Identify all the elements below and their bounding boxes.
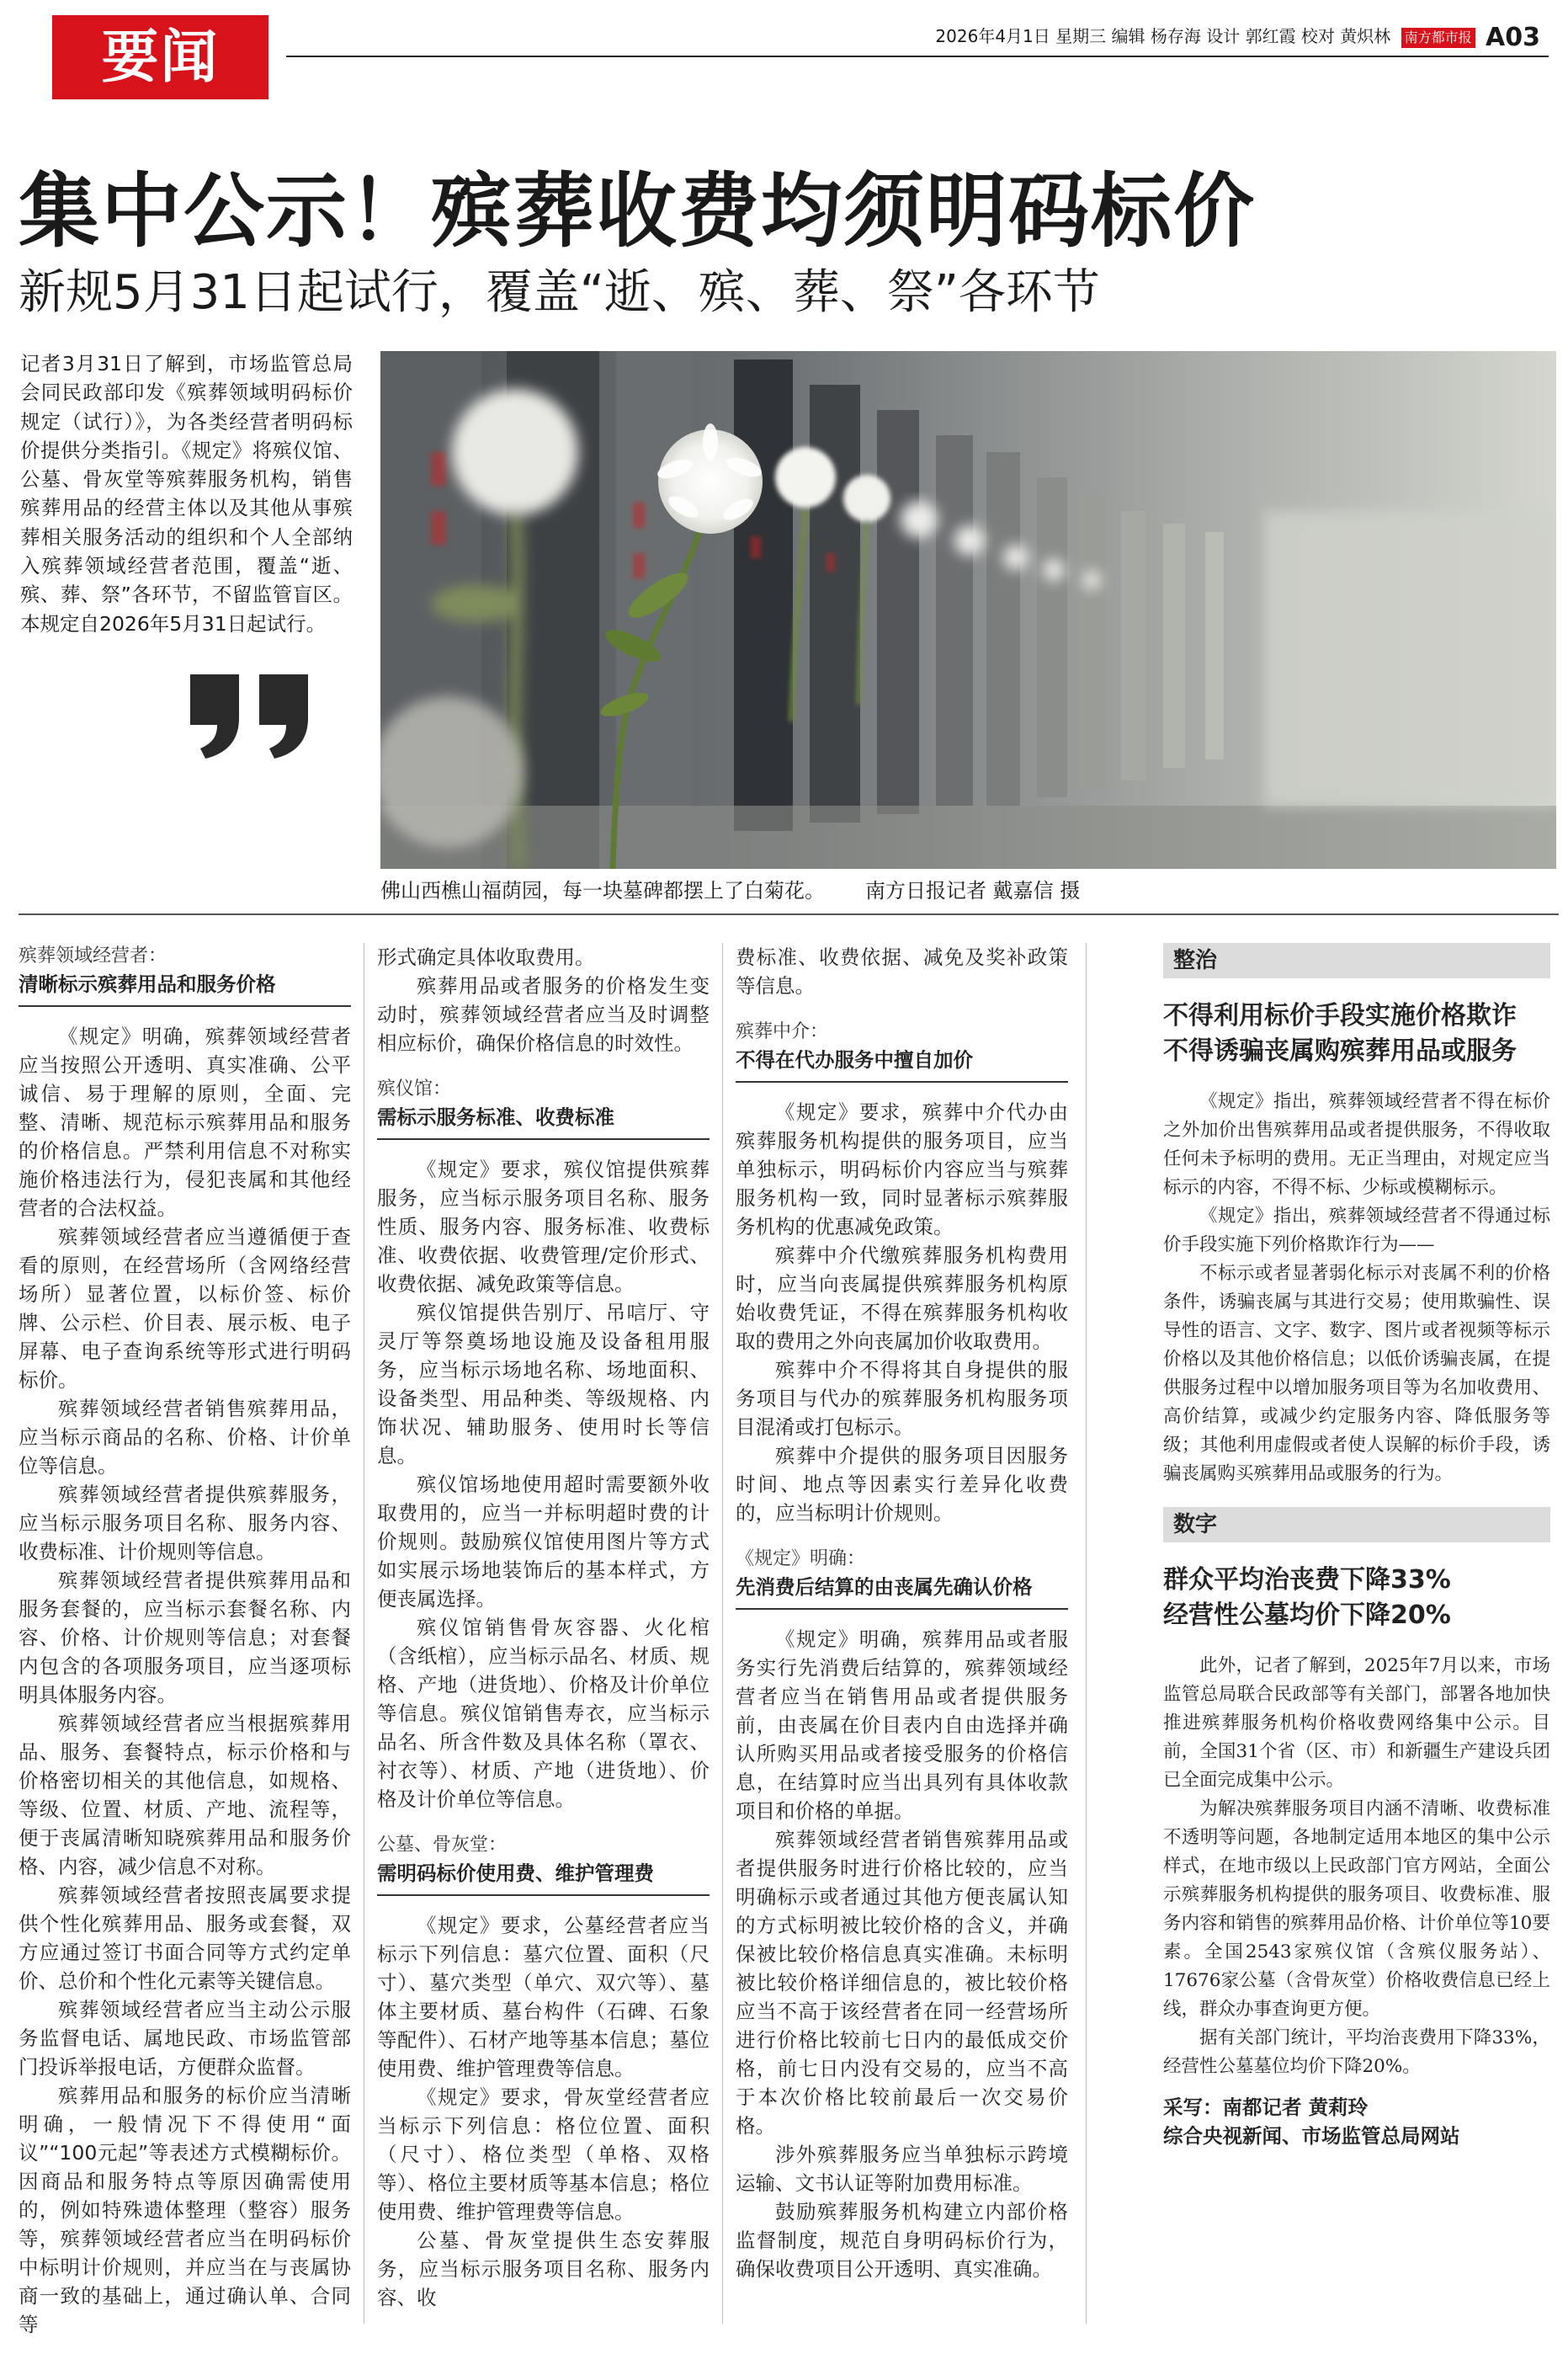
paragraph: 殡葬领域经营者应当遵循便于查看的原则，在经营场所（含网络经营场所）显著位置，以标价签、标价牌、公示栏、价目表、展示板、电子屏幕、电子查询系统等形式进行明码标价。 <box>19 1225 351 1392</box>
paragraph: 此外，记者了解到，2025年7月以来，市场监管总局联合民政部等有关部门，部署各地加快推进殡葬服务机构价格收费网络集中公示。目前，全国31个省（区、市）和新疆生产建设兵团已全面完成集中公示。 <box>1163 1655 1550 1791</box>
paragraph: 公墓、骨灰堂提供生态安葬服务，应当标示服务项目名称、服务内容、收 <box>377 2229 710 2309</box>
section-tag: 要闻 <box>52 15 268 99</box>
paragraph: 殡葬中介不得将其自身提供的服务项目与代办的殡葬服务机构服务项目混淆或打包标示。 <box>736 1358 1068 1439</box>
lede-paragraph: 记者3月31日了解到，市场监管总局会同民政部印发《殡葬领域明码标价规定（试行）》，为各类经营者明码标价提供分类指引。《规定》将殡仪馆、公墓、骨灰堂等殡葬服务机构，销售殡葬用品的经营主体以及其他从事殡葬相关服务活动的组织和个人全部纳入殡葬领域经营者范围，覆盖“逝、殡、葬、祭”各环节，不留监管盲区。本规定自2026年5月31日起试行。 <box>20 352 353 636</box>
paragraph: 殡葬领域经营者按照丧属要求提供个性化殡葬用品、服务或套餐，双方应通过签订书面合同等方式约定单价、总价和个性化元素等关键信息。 <box>19 1883 351 1993</box>
article-column-3 <box>736 943 1068 2283</box>
paragraph: 涉外殡葬服务应当单独标示跨境运输、文书认证等附加费用标准。 <box>736 2143 1068 2195</box>
section-kicker: 殡仪馆： <box>377 1078 452 1100</box>
section-title: 清晰标示殡葬用品和服务价格 <box>19 972 276 996</box>
article-column-2 <box>377 943 710 2312</box>
page-meta <box>875 24 1540 51</box>
paragraph: 殡仪馆场地使用超时需要额外收取费用的，应当一并标明超时费的计价规则。鼓励殡仪馆使用图片等方式如实展示场地装饰后的基本样式，方便丧属选择。 <box>377 1473 710 1611</box>
section-title: 不得在代办服务中擅自加价 <box>736 1048 973 1072</box>
paragraph: 殡葬中介提供的服务项目因服务时间、地点等因素实行差异化收费的，应当标明计价规则。 <box>736 1444 1068 1525</box>
sidebar-title-line: 不得利用标价手段实施价格欺诈 <box>1163 1001 1517 1031</box>
paragraph: 《规定》要求，殡葬中介代办由殡葬服务机构提供的服务项目，应当单独标示，明码标价内容应当与殡葬服务机构一致，同时显著标示殡葬服务机构的优惠减免政策。 <box>736 1100 1068 1238</box>
paragraph: 不标示或者显著弱化标示对丧属不利的价格条件，诱骗丧属与其进行交易；使用欺骗性、误导性的语言、文字、数字、图片或者视频等标示价格以及其他价格信息；以低价诱骗丧属，在提供服务过程中以增加服务项目等为名加收费用、高价结算，或减少约定服务内容、降低服务等级；其他利用虚假或者使人误解的标价手段，诱骗丧属购买殡葬用品或服务的行为。 <box>1163 1263 1550 1484</box>
paragraph: 殡葬中介代缴殡葬服务机构费用时，应当向丧属提供殡葬服务机构原始收费凭证，不得在殡葬服务机构收取的费用之外向丧属加价收取费用。 <box>736 1244 1068 1353</box>
section-kicker: 殡葬中介： <box>736 1021 829 1042</box>
column-divider <box>1086 943 1087 2324</box>
paragraph: 《规定》明确，殡葬领域经营者应当按照公开透明、真实准确、公平诚信、易于理解的原则，全面、完整、清晰、规范标示殡葬用品和服务的价格信息。严禁利用信息不对称实施价格违法行为，侵犯丧属和其他经营者的合法权益。 <box>19 1025 351 1220</box>
quote-mark-icon <box>183 669 318 762</box>
sidebar-title-line: 群众平均治丧费下降33% <box>1163 1565 1451 1595</box>
photo-divider <box>19 913 1559 915</box>
news-photo <box>380 351 1556 869</box>
paragraph: 殡仪馆提供告别厅、吊唁厅、守灵厅等祭奠场地设施及设备租用服务，应当标示场地名称、场地面积、设备类型、用品种类、等级规格、内饰状况、辅助服务、使用时长等信息。 <box>377 1301 710 1467</box>
section-rule <box>377 1894 710 1896</box>
section-title: 先消费后结算的由丧属先确认价格 <box>736 1575 1033 1599</box>
byline: 采写：南都记者 黄莉玲 <box>1163 2096 1369 2119</box>
headline: 集中公示！殡葬收费均须明码标价 <box>19 164 1256 258</box>
column-divider <box>722 943 723 2324</box>
photo-caption <box>380 876 1556 906</box>
sidebar-section-bar: 数字 <box>1163 1507 1550 1542</box>
section-kicker: 殡葬领域经营者： <box>19 945 167 967</box>
paragraph: 殡葬领域经营者应当根据殡葬用品、服务、套餐特点，标示价格和与价格密切相关的其他信息，如规格、等级、位置、材质、产地、流程等，便于丧属清晰知晓殡葬用品和服务价格、内容，减少信息不对称。 <box>19 1712 351 1878</box>
section-rule <box>377 1138 710 1140</box>
header-rule <box>286 56 1549 57</box>
photo-credit: 南方日报记者 戴嘉信 摄 <box>865 879 1081 903</box>
paragraph: 《规定》要求，骨灰堂经营者应当标示下列信息：格位位置、面积（尺寸）、格位类型（单格、双格等）、格位主要材质等基本信息；格位使用费、维护管理费等信息。 <box>377 2085 710 2224</box>
page-number: A03 <box>1486 22 1540 52</box>
paragraph: 《规定》指出，殡葬领域经营者不得在标价之外加价出售殡葬用品或者提供服务，不得收取任何未予标明的费用。无正当理由，对规定应当标示的内容，不得不标、少标或模糊标示。 <box>1163 1091 1550 1198</box>
section-title: 需标示服务标准、收费标准 <box>377 1105 614 1129</box>
issue-weekday: 星期三 <box>1055 26 1107 46</box>
white-chrysanthemum-on-tombstones-icon <box>380 351 1556 869</box>
paragraph: 鼓励殡葬服务机构建立内部价格监督制度，规范自身明码标价行为，确保收费项目公开透明、真实准确。 <box>736 2200 1068 2281</box>
paragraph: 形式确定具体收取费用。 <box>377 945 595 969</box>
section-kicker: 公墓、骨灰堂： <box>377 1835 508 1856</box>
sidebar-title-line: 经营性公墓均价下降20% <box>1163 1600 1451 1630</box>
paper-logo: 南方都市报 <box>1401 28 1475 48</box>
paragraph: 殡葬用品和服务的标价应当清晰明确，一般情况下不得使用“面议”“100元起”等表述方式模糊标价。因商品和服务特点等原因确需使用的，例如特殊遗体整理（整容）服务等，殡葬领域经营者应当在明码标价中标明计价规则，并应当在与丧属协商一致的基础上，通过确认单、合同等 <box>19 2084 351 2336</box>
paragraph: 殡葬领域经营者提供殡葬用品和服务套餐的，应当标示套餐名称、内容、价格、计价规则等信息；对套餐内包含的各项服务项目，应当逐项标明具体服务内容。 <box>19 1568 351 1707</box>
sidebar-title-line: 不得诱骗丧属购殡葬用品或服务 <box>1163 1036 1517 1066</box>
sidebar-section-bar: 整治 <box>1163 943 1550 978</box>
paragraph: 殡葬领域经营者销售殡葬用品，应当标示商品的名称、价格、计价单位等信息。 <box>19 1397 351 1478</box>
section-rule <box>736 1608 1068 1610</box>
section-rule <box>19 1005 351 1007</box>
sidebar-title <box>1163 999 1550 1069</box>
paragraph: 殡葬用品或者服务的价格发生变动时，殡葬领域经营者应当及时调整相应标价，确保价格信息的时效性。 <box>377 974 710 1055</box>
paragraph: 为解决殡葬服务项目内涵不清晰、收费标准不透明等问题，各地制定适用本地区的集中公示样式，在地市级以上民政部门官方网站，全面公示殡葬服务机构提供的服务项目、收费标准、服务内容和销售的殡葬用品价格、计价单位等10要素。全国2543家殡仪馆（含殡仪服务站）、17676家公墓（含骨灰堂）价格收费信息已经上线，群众办事查询更方便。 <box>1163 1798 1550 2020</box>
paragraph: 殡仪馆销售骨灰容器、火化棺（含纸棺），应当标示品名、材质、规格、产地（进货地）、价格及计价单位等信息。殡仪馆销售寿衣，应当标示品名、所含件数及具体名称（罩衣、衬衣等）、材质、产地（进货地）、价格及计价单位等信息。 <box>377 1616 710 1811</box>
paragraph: 殡葬领域经营者提供殡葬服务，应当标示服务项目名称、服务内容、收费标准、计价规则等信息。 <box>19 1483 351 1563</box>
section-title: 需明码标价使用费、维护管理费 <box>377 1861 654 1885</box>
subheadline: 新规5月31日起试行，覆盖“逝、殡、葬、祭”各环节 <box>19 265 1100 320</box>
paragraph: 据有关部门统计，平均治丧费用下降33%，经营性公墓墓位均价下降20%。 <box>1163 2027 1550 2077</box>
paragraph: 殡葬领域经营者销售殡葬用品或者提供服务时进行价格比较的，应当明确标示或者通过其他方便丧属认知的方式标明被比较价格的含义，并确保被比较价格信息真实准确。未标明被比较价格详细信息的，被比较价格应当不高于该经营者在同一经营场所进行价格比较前七日内的最低成交价格，前七日内没有交易的，应当不高于本次价格比较前最后一次交易价格。 <box>736 1828 1068 2138</box>
sidebar-column <box>1163 943 1550 2150</box>
section-kicker: 《规定》明确： <box>736 1548 866 1569</box>
staff-credits: 编辑 杨存海 设计 郭红霞 校对 黄炽林 <box>1111 26 1391 46</box>
caption-text: 佛山西樵山福荫园，每一块墓碑都摆上了白菊花。 <box>380 879 825 903</box>
paragraph: 殡葬领域经营者应当主动公示服务监督电话、属地民政、市场监管部门投诉举报电话，方便群众监督。 <box>19 1998 351 2079</box>
issue-date: 2026年4月1日 <box>935 26 1050 46</box>
paragraph: 《规定》指出，殡葬领域经营者不得通过标价手段实施下列价格欺诈行为—— <box>1163 1206 1550 1255</box>
sidebar-title <box>1163 1563 1550 1633</box>
paragraph: 《规定》明确，殡葬用品或者服务实行先消费后结算的，殡葬领域经营者应当在销售用品或者提供服务前，由丧属在价目表内自由选择并确认所购买用品或者接受服务的价格信息，在结算时应当出具列有具体收款项目和价格的单据。 <box>736 1627 1068 1823</box>
paragraph: 《规定》要求，公墓经营者应当标示下列信息：墓穴位置、面积（尺寸）、墓穴类型（单穴、双穴等）、墓体主要材质、墓台构件（石碑、石象等配件）、石材产地等基本信息；墓位使用费、维护管理费等信息。 <box>377 1914 710 2080</box>
paragraph: 《规定》要求，殡仪馆提供殡葬服务，应当标示服务项目名称、服务性质、服务内容、服务标准、收费标准、收费依据、收费管理/定价形式、收费依据、减免政策等信息。 <box>377 1158 710 1296</box>
article-column-1 <box>19 943 351 2339</box>
paragraph: 费标准、收费依据、减免及奖补政策等信息。 <box>736 945 1068 998</box>
source-line: 综合央视新闻、市场监管总局网站 <box>1163 2124 1460 2148</box>
section-rule <box>736 1081 1068 1083</box>
